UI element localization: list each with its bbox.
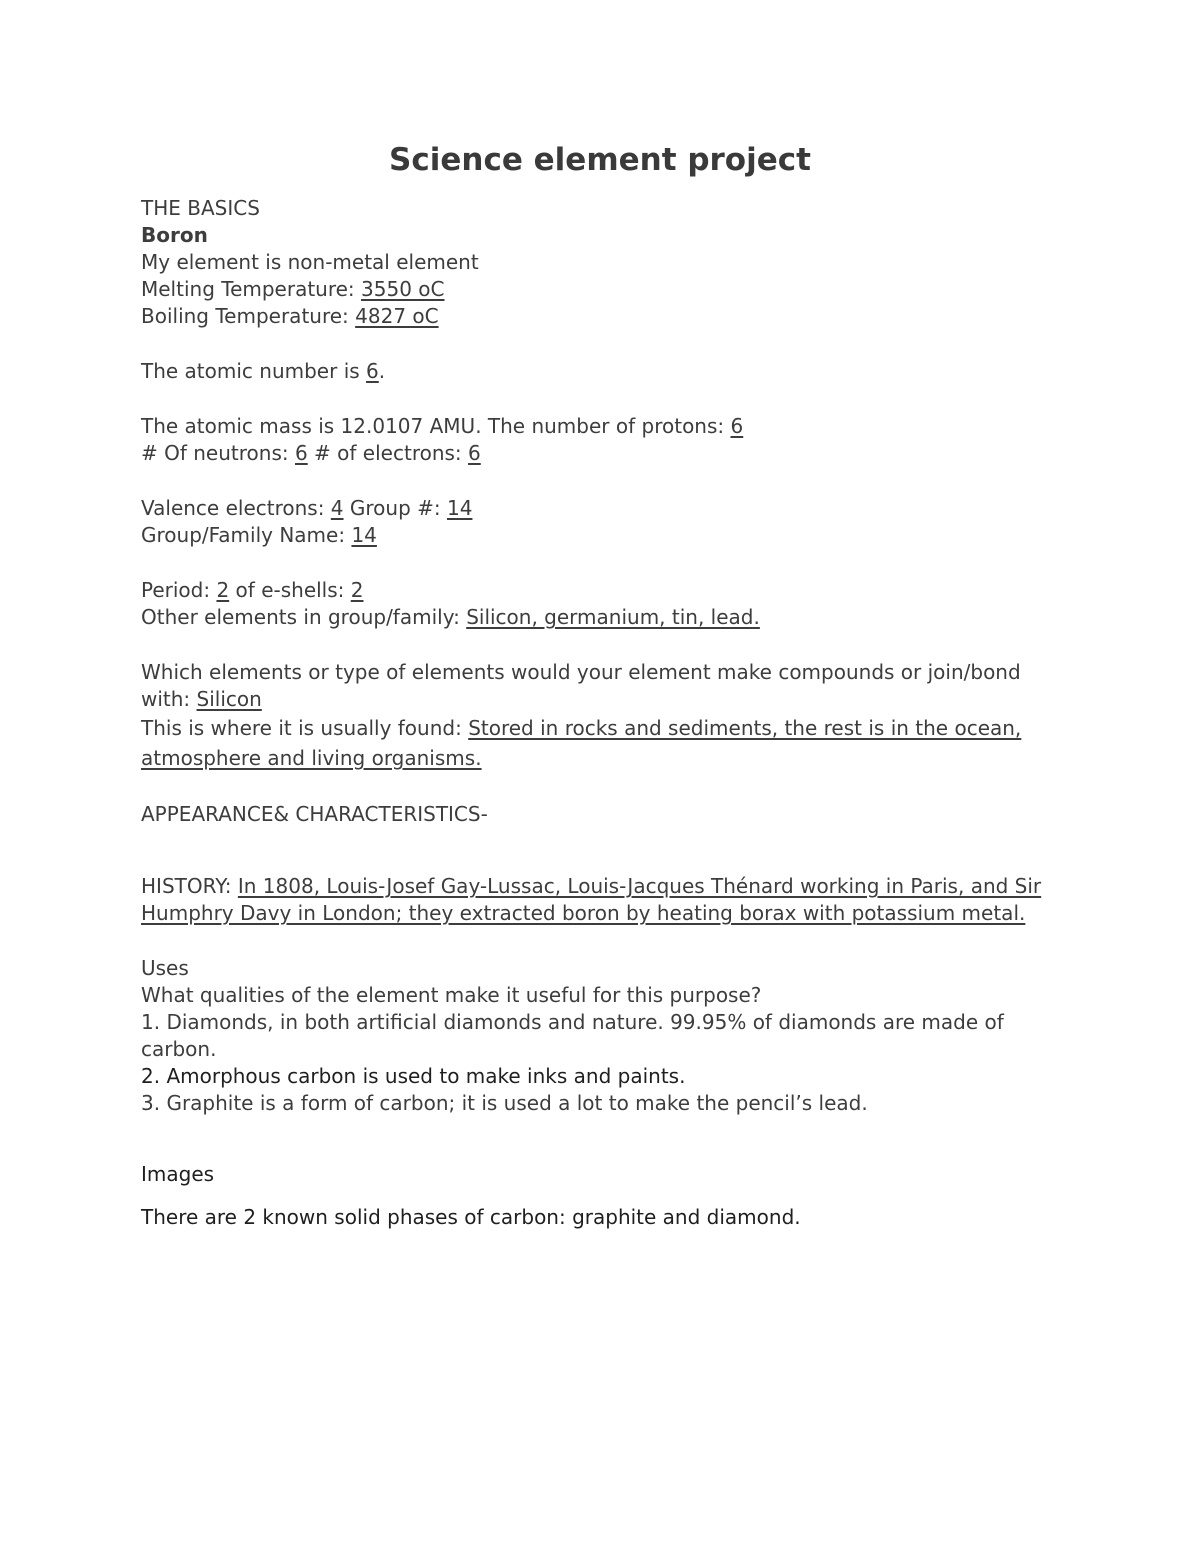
history-text: In 1808, Louis-Josef Gay-Lussac, Louis-Jacques Thénard working in Paris, and Sir Humphry Davy in London; they extracted boron by heating borax with potassium metal. (141, 874, 1042, 925)
history-paragraph (141, 873, 1061, 927)
boiling-value: 4827 oC (355, 304, 439, 328)
electrons-value: 6 (468, 441, 481, 465)
atomic-number (141, 358, 1061, 385)
found-label: This is where it is usually found: (141, 716, 469, 740)
atomic-number-value: 6 (366, 359, 379, 383)
period-value: 2 (216, 578, 230, 602)
valence-group-line (141, 495, 1061, 522)
document-title: Science element project (389, 142, 811, 178)
uses-question: What qualities of the element make it useful for this purpose? (141, 983, 762, 1007)
images-heading: Images (141, 1162, 215, 1186)
history-label: HISTORY: (141, 874, 238, 898)
group-value: 14 (447, 496, 473, 520)
spacer (141, 385, 1061, 413)
atomic-mass-text: The atomic mass is 12.0107 AMU. The number of protons: (141, 414, 731, 438)
others-label: Other elements in group/family: (141, 605, 467, 629)
neutrons-label: # Of neutrons: (141, 441, 295, 465)
boiling-label: Boiling Temperature: (141, 304, 356, 328)
bond-line (141, 659, 1061, 713)
protons-value: 6 (730, 414, 744, 438)
shells-value: 2 (350, 578, 364, 602)
document-body (141, 195, 1061, 1231)
atomic-number-label: The atomic number is (141, 359, 367, 383)
melting-temperature (141, 276, 1061, 303)
atomic-number-end: . (378, 359, 386, 383)
melting-value: 3550 oC (361, 277, 445, 301)
found-line (141, 713, 1061, 773)
melting-label: Melting Temperature: (141, 277, 362, 301)
appearance-heading: APPEARANCE& CHARACTERISTICS- (141, 802, 488, 826)
uses-item: 2. Amorphous carbon is used to make inks and paints. (141, 1064, 686, 1088)
spacer (141, 773, 1061, 801)
family-label: Group/Family Name: (141, 523, 352, 547)
valence-label: Valence electrons: (141, 496, 331, 520)
period-label: Period: (141, 578, 217, 602)
bond-label: Which elements or type of elements would your element make compounds or join/bond with: (141, 660, 1021, 711)
spacer (141, 549, 1061, 577)
basics-heading: THE BASICS (141, 196, 260, 220)
other-elements-line (141, 604, 1061, 631)
neutrons-value: 6 (294, 441, 308, 465)
found-value: Stored in rocks and sediments, the rest is in the ocean, atmosphere and living organisms. (141, 716, 1022, 770)
group-label: Group #: (343, 496, 447, 520)
classification-text: My element is non-metal element (141, 250, 479, 274)
uses-item: 3. Graphite is a form of carbon; it is used a lot to make the pencil’s lead. (141, 1091, 868, 1115)
spacer (141, 927, 1061, 955)
images-text: There are 2 known solid phases of carbon: graphite and diamond. (141, 1205, 801, 1229)
uses-heading: Uses (141, 956, 189, 980)
family-line (141, 522, 1061, 549)
shells-label: of e-shells: (229, 578, 351, 602)
neutrons-electrons-line (141, 440, 1061, 467)
valence-value: 4 (330, 496, 344, 520)
family-value: 14 (351, 523, 377, 547)
spacer (141, 631, 1061, 659)
atomic-mass-line (141, 413, 1061, 440)
others-value: Silicon, germanium, tin, lead. (466, 605, 760, 629)
element-name: Boron (141, 223, 208, 247)
electrons-label: # of electrons: (307, 441, 469, 465)
boiling-temperature (141, 303, 1061, 330)
uses-item: 1. Diamonds, in both artificial diamonds and nature. 99.95% of diamonds are made of carbon. (141, 1010, 1004, 1061)
spacer (141, 1117, 1061, 1161)
period-line (141, 577, 1061, 604)
spacer (141, 330, 1061, 358)
spacer (141, 467, 1061, 495)
spacer (141, 828, 1061, 873)
bond-value: Silicon (196, 687, 262, 711)
spacer (141, 1188, 1061, 1204)
